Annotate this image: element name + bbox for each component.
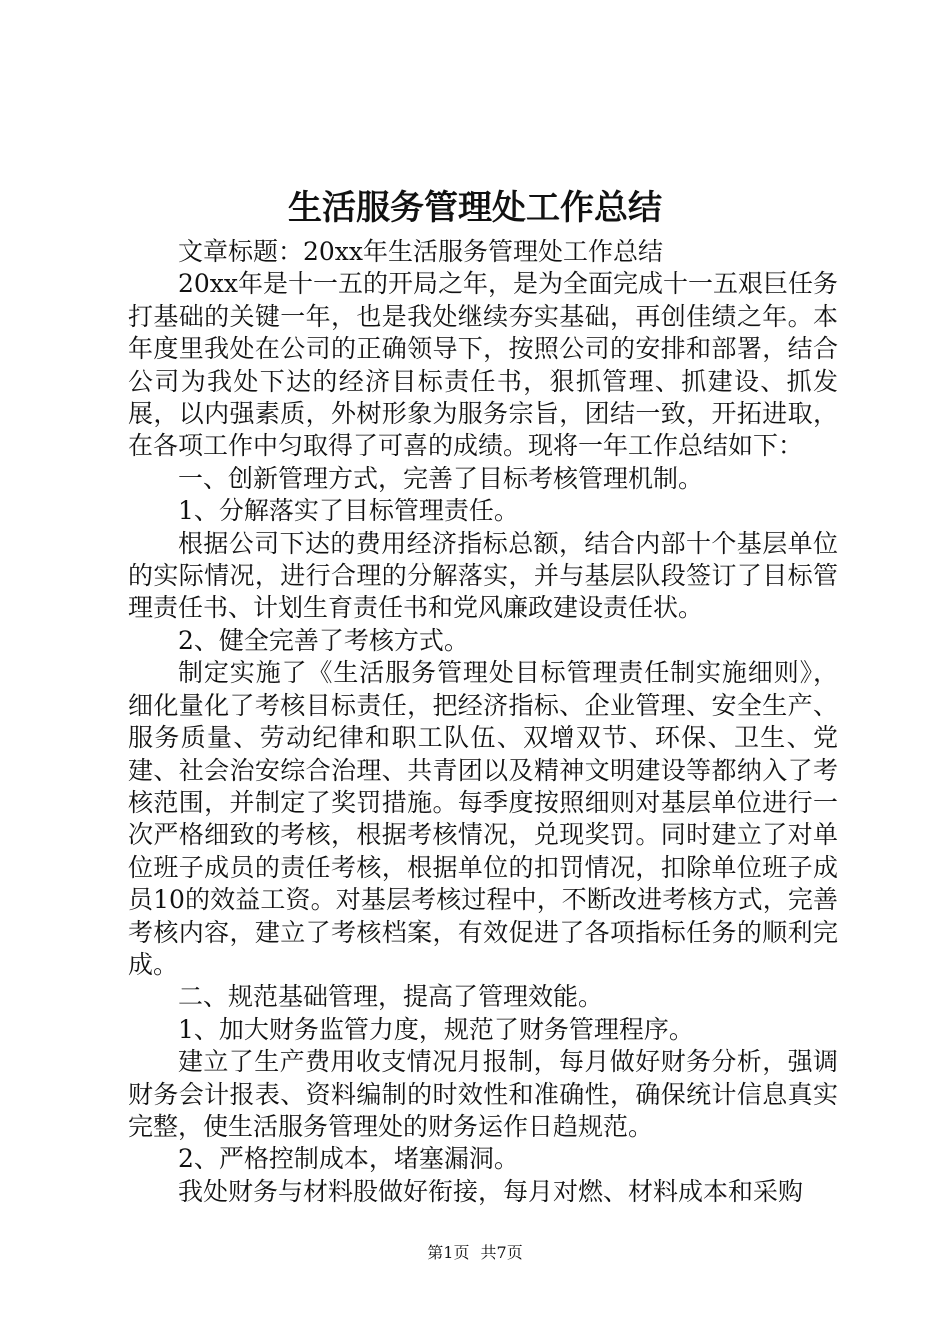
- paragraph-1-2: 制定实施了《生活服务管理处目标管理责任制实施细则》，细化量化了考核目标责任，把经济指标、企业管理、安全生产、服务质量、劳动纪律和职工队伍、双增双节、环保、卫生、党建、社会治安综合治理、共青团以及精神文明建设等都纳入了考核范围，并制定了奖罚措施。每季度按照细则对基层单位进行一次严格细致的考核，根据考核情况，兑现奖罚。同时建立了对单位班子成员的责任考核，根据单位的扣罚情况，扣除单位班子成员10的效益工资。对基层考核过程中，不断改进考核方式，完善考核内容，建立了考核档案，有效促进了各项指标任务的顺利完成。: [128, 658, 838, 979]
- document-title: 生活服务管理处工作总结: [288, 188, 662, 228]
- page-total: 共7页: [480, 1243, 523, 1262]
- paragraph-1-1: 根据公司下达的费用经济指标总额，结合内部十个基层单位的实际情况，进行合理的分解落实，并与基层队段签订了目标管理责任书、计划生育责任书和党风廉政建设责任状。: [128, 528, 838, 623]
- document-body: [128, 236, 838, 1208]
- subsection-heading-1-1: 1、分解落实了目标管理责任。: [178, 496, 519, 526]
- section-heading-1: 一、创新管理方式，完善了目标考核管理机制。: [178, 463, 704, 493]
- paragraph-2-1: 建立了生产费用收支情况月报制，每月做好财务分析，强调财务会计报表、资料编制的时效性和准确性，确保统计信息真实完整，使生活服务管理处的财务运作日趋规范。: [128, 1047, 838, 1141]
- paragraph-2-2: 我处财务与材料股做好衔接，每月对燃、材料成本和采购: [178, 1176, 804, 1206]
- subsection-heading-2-1: 1、加大财务监管力度，规范了财务管理程序。: [178, 1014, 694, 1044]
- paragraph-article-title: 文章标题：20xx年生活服务管理处工作总结: [178, 237, 664, 266]
- subsection-heading-1-2: 2、健全完善了考核方式。: [178, 625, 469, 655]
- page-footer: [0, 1241, 950, 1265]
- page-number: 第1页: [427, 1243, 470, 1262]
- paragraph-intro: 20xx年是十一五的开局之年，是为全面完成十一五艰巨任务打基础的关键一年，也是我处继续夯实基础，再创佳绩之年。本年度里我处在公司的正确领导下，按照公司的安排和部署，结合公司为我处下达的经济目标责任书，狠抓管理、抓建设、抓发展，以内强素质，外树形象为服务宗旨，团结一致，开拓进取，在各项工作中匀取得了可喜的成绩。现将一年工作总结如下：: [128, 269, 839, 461]
- section-heading-2: 二、规范基础管理，提高了管理效能。: [178, 982, 604, 1012]
- subsection-heading-2-2: 2、严格控制成本，堵塞漏洞。: [178, 1144, 519, 1174]
